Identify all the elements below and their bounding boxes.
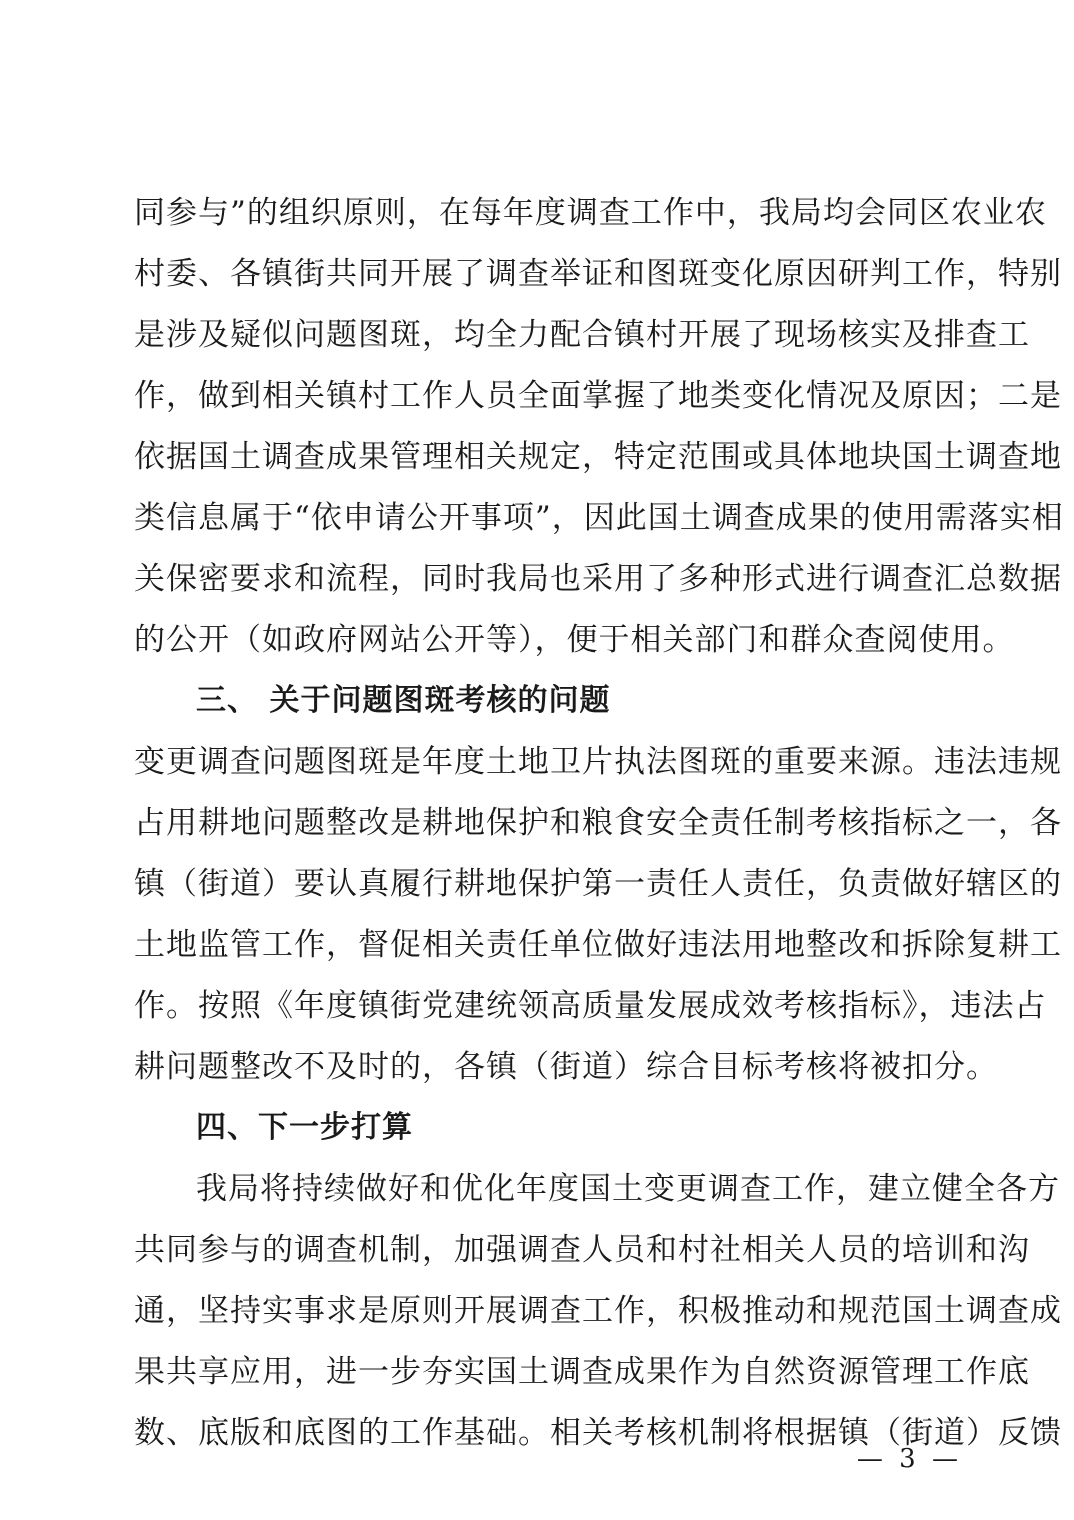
body-line: 是涉及疑似问题图斑，均全力配合镇村开展了现场核实及排查工 — [134, 317, 1030, 353]
section-heading-3: 三、 关于问题图斑考核的问题 — [196, 683, 611, 718]
body-line: 通，坚持实事求是原则开展调查工作，积极推动和规范国土调查成 — [134, 1293, 1062, 1329]
body-line: 关保密要求和流程，同时我局也采用了多种形式进行调查汇总数据 — [134, 561, 1062, 597]
body-line: 占用耕地问题整改是耕地保护和粮食安全责任制考核指标之一，各 — [134, 805, 1062, 841]
body-line: 果共享应用，进一步夯实国土调查成果作为自然资源管理工作底 — [134, 1354, 1030, 1390]
body-line: 的公开（如政府网站公开等），便于相关部门和群众查阅使用。 — [134, 622, 1015, 658]
body-line: 同参与”的组织原则，在每年度调查工作中，我局均会同区农业农 — [134, 195, 1047, 231]
body-line: 土地监管工作，督促相关责任单位做好违法用地整改和拆除复耕工 — [134, 927, 1062, 963]
page-number: — 3 — — [856, 1444, 962, 1474]
body-line: 依据国土调查成果管理相关规定，特定范围或具体地块国土调查地 — [134, 439, 1062, 475]
body-line: 我局将持续做好和优化年度国土变更调查工作，建立健全各方 — [196, 1171, 1060, 1207]
body-line: 耕问题整改不及时的，各镇（街道）综合目标考核将被扣分。 — [134, 1049, 998, 1085]
body-line: 共同参与的调查机制，加强调查人员和村社相关人员的培训和沟 — [134, 1232, 1030, 1268]
section-heading-4: 四、下一步打算 — [196, 1110, 413, 1145]
body-line: 变更调查问题图斑是年度土地卫片执法图斑的重要来源。违法违规 — [134, 744, 1062, 780]
body-line: 类信息属于“依申请公开事项”，因此国土调查成果的使用需落实相 — [134, 500, 1064, 536]
body-line: 镇（街道）要认真履行耕地保护第一责任人责任，负责做好辖区的 — [134, 866, 1062, 902]
body-line: 作。按照《年度镇街党建统领高质量发展成效考核指标》，违法占 — [134, 988, 1047, 1024]
body-line: 村委、各镇街共同开展了调查举证和图斑变化原因研判工作，特别 — [134, 256, 1062, 292]
body-line: 数、底版和底图的工作基础。相关考核机制将根据镇（街道）反馈 — [134, 1415, 1062, 1451]
body-line: 作，做到相关镇村工作人员全面掌握了地类变化情况及原因；二是 — [134, 378, 1062, 414]
